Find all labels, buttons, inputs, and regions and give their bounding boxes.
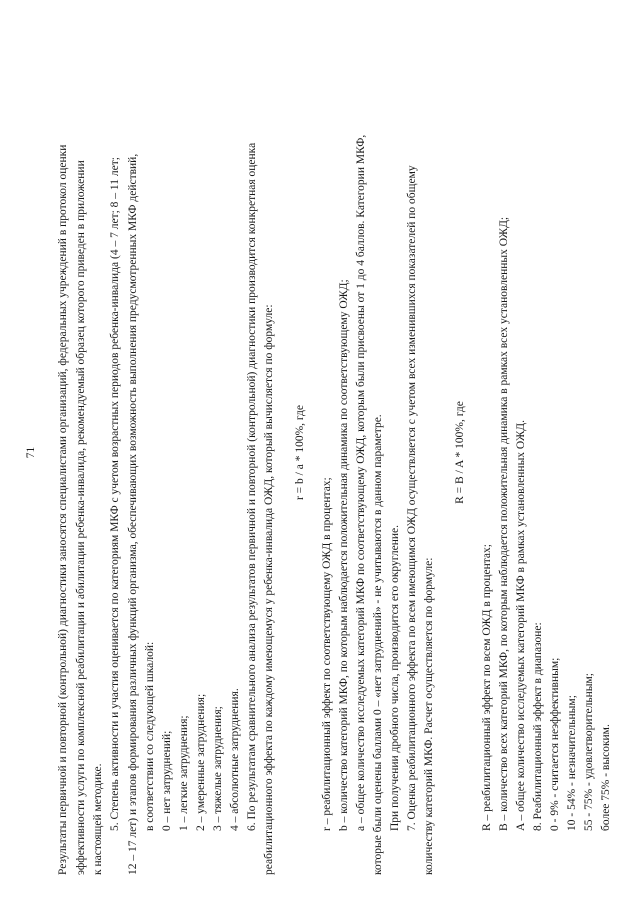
- formula-r: r = b / a * 100%, где: [294, 404, 306, 501]
- definition-line: r – реабилитационный эффект по соответствующему ОЖД в процентах;: [321, 477, 333, 831]
- paragraph-line: 7. Оценка реабилитационного эффекта по всем имеющимся ОЖД осуществляется с учетом всех изменившихся показателей по общему: [406, 165, 418, 831]
- scale-item: 1 – легкие затруднения;: [178, 715, 190, 831]
- range-item: 0 - 9% - считается неэффективным;: [549, 657, 561, 831]
- definition-line: b – количество категорий МКФ, по которым наблюдается положительная динамика по соответствующему ОЖД;: [338, 279, 350, 831]
- range-item: 55 - 75% - удовлетворительным;: [583, 673, 595, 831]
- page-number: 71: [25, 446, 37, 459]
- range-item: 10 - 54% - незначительным;: [566, 695, 578, 831]
- scale-item: 0 – нет затруднений;: [161, 730, 173, 831]
- scale-item: 3 – тяжелые затруднения;: [212, 706, 224, 831]
- scale-item: 4 – абсолютные затруднения.: [229, 688, 241, 831]
- paragraph-line: эффективности услуги по комплексной реабилитации и абилитации ребенка-инвалида, рекомендуемый образец которого приведен в приложении: [75, 160, 87, 875]
- paragraph-line: 5. Степень активности и участия оценивается по категориям МКФ с учетом возрастных периодов ребенка-инвалида (4 – 7 лет; 8 – 11 лет;: [109, 157, 121, 831]
- paragraph-line: 8. Реабилитационный эффект в диапазоне:: [532, 622, 544, 831]
- paragraph-line: количеству категорий МКФ. Расчет осуществляется по формуле:: [423, 557, 435, 875]
- paragraph-line: При получении дробного числа, производится его округление.: [389, 524, 401, 831]
- paragraph-line: реабилитационного эффекта по каждому имеющемуся у ребенка-инвалида ОЖД, который вычисляется по формуле:: [263, 304, 275, 875]
- definition-line: A – общее количество исследуемых категорий МКФ в рамках установленных ОЖД.: [515, 420, 527, 831]
- paragraph-line: Результаты первичной и повторной (контрольной) диагностики заносятся специалистами организаций, федеральных учреждений в протокол оценки: [57, 144, 69, 875]
- paragraph-line: 12 – 17 лет) и этапов формирования различных функций организма, обеспечивающих возможность выполнения предусмотренных МКФ действий,: [127, 153, 139, 875]
- definition-line: R – реабилитационный эффект по всем ОЖД в процентах;: [481, 544, 493, 831]
- paragraph-line: к настоящей методике.: [92, 763, 104, 875]
- scale-item: 2 – умеренные затруднения;: [195, 693, 207, 831]
- formula-R: R = B / A * 100%, где: [454, 401, 466, 504]
- paragraph-line: 6. По результатам сравнительного анализа результатов первичной и повторной (контрольной) диагностики производится конкретная оценка: [246, 142, 258, 831]
- range-item: более 75% - высоким.: [600, 724, 612, 831]
- definition-line: a – общее количество исследуемых категорий МКФ по соответствующему ОЖД, которым были присвоены от 1 до 4 баллов. Категории МКФ,: [355, 134, 367, 831]
- paragraph-line: в соответствии со следующей шкалой:: [144, 641, 156, 831]
- definition-line: B – количество всех категорий МКФ, по которым наблюдается положительная динамика в рамках всех установленных ОЖД;: [498, 216, 510, 831]
- definition-line: которые были оценены баллами 0 – «нет затруднений» - не учитываются в данном параметре.: [372, 414, 384, 875]
